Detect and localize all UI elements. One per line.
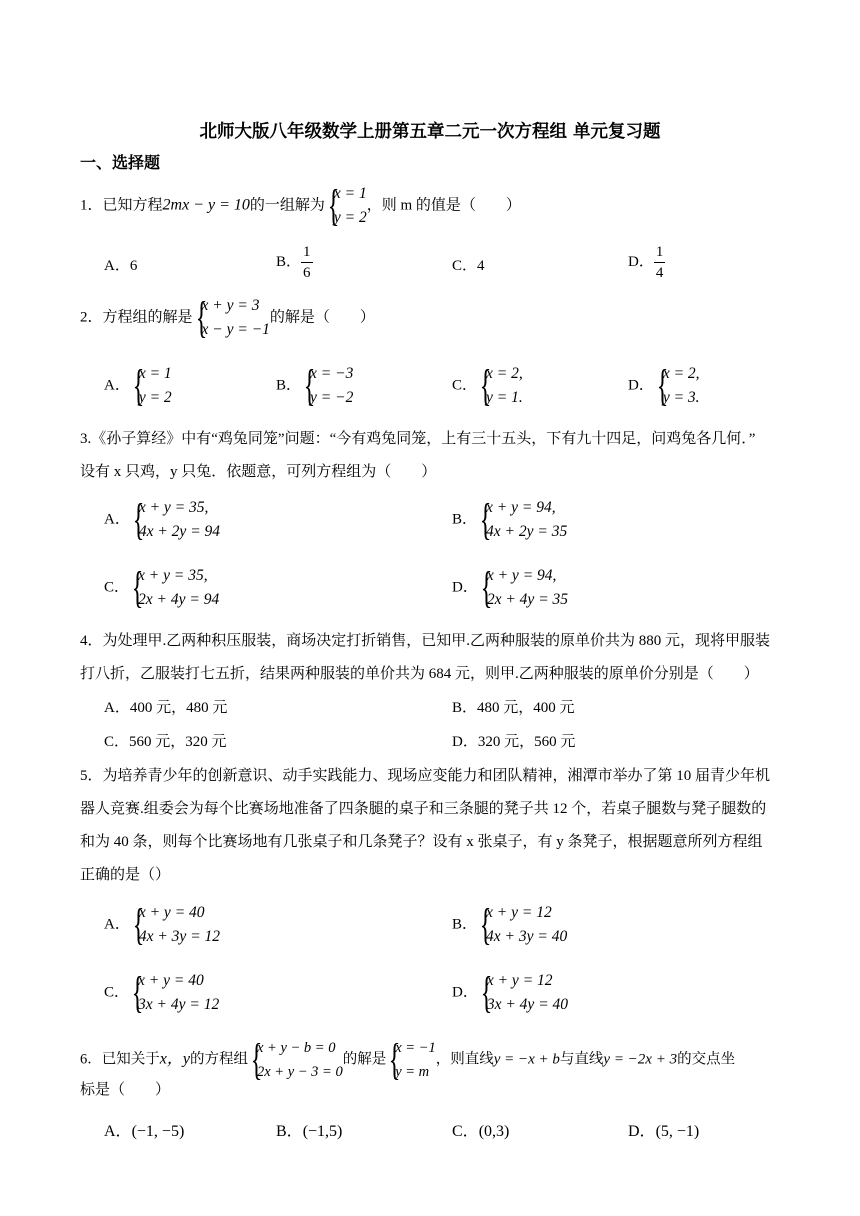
q4-option-b[interactable]: B．480 元，400 元 xyxy=(452,700,575,716)
option-system xyxy=(477,901,567,949)
system-line: { x + y = 94, xyxy=(486,567,557,584)
system-line: 4x + 2y = 94 xyxy=(138,523,221,540)
q4-option-c[interactable]: C．560 元，320 元 xyxy=(104,734,227,750)
system-line: 4x + 3y = 12 xyxy=(138,928,221,945)
system-line: { x + y = 35, xyxy=(138,499,209,516)
option-system xyxy=(130,362,172,410)
denominator: 6 xyxy=(303,265,311,281)
option-label: A． xyxy=(104,1123,132,1140)
q6-text: 与直线 xyxy=(559,1051,604,1068)
q6-variables: x，y xyxy=(159,1050,190,1068)
q5-option-b[interactable] xyxy=(452,901,567,949)
q1-text: ，则 m 的值是（ ） xyxy=(366,197,521,214)
q1-option-c[interactable]: C．4 xyxy=(452,258,485,274)
q6-text: 6．已知关于 xyxy=(80,1051,160,1068)
option-label: C． xyxy=(452,1123,479,1140)
q3-option-d[interactable] xyxy=(452,564,568,612)
option-label: B． xyxy=(452,916,478,933)
q1-text: 的一组解为 xyxy=(249,197,325,214)
denominator: 4 xyxy=(655,265,664,281)
q6-text: 的解是 xyxy=(342,1051,387,1068)
system-line: 3x + 4y = 12 xyxy=(138,996,220,1013)
q6-solution xyxy=(386,1036,436,1084)
option-label: D． xyxy=(628,1123,656,1140)
numerator: 1 xyxy=(301,242,313,263)
q6-line-1: y = −x + b xyxy=(493,1051,560,1068)
q6-system xyxy=(248,1036,343,1084)
question-5-line-2: 器人竞赛.组委会为每个比赛场地准备了四条腿的桌子和三条腿的凳子共 12 个，若桌子腿数与凳子腿数的 xyxy=(80,801,767,817)
q1-option-b[interactable] xyxy=(276,242,313,283)
q2-system-line: x − y = −1 xyxy=(201,321,270,338)
section-heading: 一、选择题 xyxy=(80,153,161,172)
system-line: 4x + 3y = 40 xyxy=(486,928,568,945)
option-system xyxy=(478,969,568,1017)
option-label: C． xyxy=(452,377,478,394)
system-line: 4x + 2y = 35 xyxy=(486,523,568,540)
option-label: B． xyxy=(452,511,478,528)
question-6-line-2: 标是（ ） xyxy=(80,1082,171,1098)
q5-option-d[interactable] xyxy=(452,969,568,1017)
system-line: { x = 1 xyxy=(138,365,172,382)
q1-system-line: { x = 1 xyxy=(333,185,367,202)
question-5-line-3: 和为 40 条，则每个比赛场地有几张桌子和几条凳子？设有 x 张桌子，有 y 条凳子，根据题意所列方程组 xyxy=(80,834,763,850)
system-line: { x + y = 35, xyxy=(138,567,208,584)
q1-option-d[interactable] xyxy=(628,242,665,283)
q2-text: 2．方程组的解是 xyxy=(80,309,193,326)
system-line: { x + y = 40 xyxy=(138,904,205,921)
q2-option-b[interactable] xyxy=(276,362,353,410)
option-system xyxy=(130,901,220,949)
option-label: B． xyxy=(276,377,302,394)
q5-option-c[interactable] xyxy=(104,969,219,1017)
option-value: (−1,5) xyxy=(302,1123,343,1140)
system-line: { x + y = 12 xyxy=(486,904,552,921)
question-4-line-2: 打八折，乙服装打七五折，结果两种服装的单价共为 684 元，则甲.乙两种服装的原单价分别是（ ） xyxy=(80,666,759,682)
question-4-line-1: 4．为处理甲.乙两种积压服装，商场决定打折销售，已知甲.乙两种服装的原单价共为 880 元，现将甲服装 xyxy=(80,633,771,649)
option-system xyxy=(129,969,219,1017)
option-label: C． xyxy=(104,984,130,1001)
q6-text: ，则直线 xyxy=(435,1051,494,1068)
option-value: (5, −1) xyxy=(655,1123,700,1140)
option-label: B． xyxy=(276,1123,303,1140)
system-line: { x + y = 12 xyxy=(486,972,553,989)
system-line: { x = 2, xyxy=(662,365,700,382)
question-3-line-2: 设有 x 只鸡，y 只兔．依题意，可列方程组为（ ） xyxy=(80,464,437,480)
q6-text: 的交点坐 xyxy=(677,1051,736,1068)
question-5-line-1: 5．为培养青少年的创新意识、动手实践能力、现场应变能力和团队精神，湘潭市举办了第 10 届青少年机 xyxy=(80,768,771,784)
question-6-stem xyxy=(80,1036,735,1084)
q2-option-a[interactable] xyxy=(104,362,172,410)
q6-system-line: { x + y − b = 0 xyxy=(256,1040,336,1056)
q6-text: 的方程组 xyxy=(189,1051,248,1068)
q3-option-c[interactable] xyxy=(104,564,219,612)
option-system xyxy=(478,564,568,612)
option-label: D． xyxy=(628,377,654,394)
option-system xyxy=(477,362,523,410)
q1-equation: 2mx − y = 10 xyxy=(162,196,250,214)
option-label: D． xyxy=(628,253,654,270)
q6-option-b[interactable] xyxy=(276,1118,342,1141)
q6-solution-line: { x = −1 xyxy=(395,1040,436,1056)
q1-system-line: y = 2 xyxy=(333,209,367,226)
system-line: y = 1. xyxy=(486,389,523,406)
fraction xyxy=(654,242,666,283)
question-2-stem xyxy=(80,294,375,342)
fraction xyxy=(301,242,313,283)
option-label: A． xyxy=(104,511,130,528)
q4-option-a[interactable]: A．400 元，480 元 xyxy=(104,700,228,716)
q3-option-b[interactable] xyxy=(452,496,567,544)
option-label: B． xyxy=(276,253,302,270)
page-title: 北师大版八年级数学上册第五章二元一次方程组 单元复习题 xyxy=(199,122,661,142)
q3-option-a[interactable] xyxy=(104,496,220,544)
numerator: 1 xyxy=(654,242,666,263)
option-label: D． xyxy=(452,579,478,596)
q5-option-a[interactable] xyxy=(104,901,220,949)
q6-option-c[interactable] xyxy=(452,1118,509,1141)
option-label: C． xyxy=(104,579,130,596)
q6-solution-line: y = m xyxy=(395,1064,430,1080)
q1-text: 1．已知方程 xyxy=(80,197,163,214)
system-line: y = 3. xyxy=(662,389,700,406)
system-line: { x + y = 40 xyxy=(138,972,204,989)
option-system xyxy=(301,362,353,410)
system-line: 3x + 4y = 40 xyxy=(486,996,569,1013)
option-system xyxy=(129,564,219,612)
question-3-line-1: 3.《孙子算经》中有“鸡兔同笼”问题：“今有鸡兔同笼，上有三十五头，下有九十四足，问鸡兔各几何．” xyxy=(80,431,756,447)
system-line: y = 2 xyxy=(138,389,172,406)
q4-option-d[interactable]: D．320 元，560 元 xyxy=(452,734,576,750)
option-system xyxy=(130,496,220,544)
q6-system-line: 2x + y − 3 = 0 xyxy=(256,1064,343,1080)
system-line: 2x + 4y = 35 xyxy=(486,591,569,608)
option-label: A． xyxy=(104,916,130,933)
q1-system xyxy=(325,182,367,230)
option-label: A． xyxy=(104,377,130,394)
system-line: { x = 2, xyxy=(486,365,523,382)
option-value: (0,3) xyxy=(478,1123,510,1140)
system-line: y = −2 xyxy=(310,389,354,406)
option-value: (−1, −5) xyxy=(131,1123,185,1140)
option-system xyxy=(477,496,567,544)
system-line: 2x + 4y = 94 xyxy=(138,591,220,608)
q2-option-d[interactable] xyxy=(628,362,700,410)
q6-option-d[interactable] xyxy=(628,1118,699,1141)
q6-option-a[interactable] xyxy=(104,1118,184,1141)
q1-option-a[interactable]: A．6 xyxy=(104,258,138,274)
q2-system-line: { x + y = 3 xyxy=(201,297,260,314)
q2-system xyxy=(193,294,270,342)
q2-option-c[interactable] xyxy=(452,362,523,410)
system-line: { x = −3 xyxy=(310,365,354,382)
system-line: { x + y = 94, xyxy=(486,499,556,516)
option-label: D． xyxy=(452,984,478,1001)
option-system xyxy=(654,362,700,410)
q6-line-2: y = −2x + 3 xyxy=(603,1051,678,1068)
q2-text: 的解是（ ） xyxy=(269,309,375,326)
question-1-stem xyxy=(80,182,521,230)
question-5-line-4: 正确的是（） xyxy=(80,867,171,883)
